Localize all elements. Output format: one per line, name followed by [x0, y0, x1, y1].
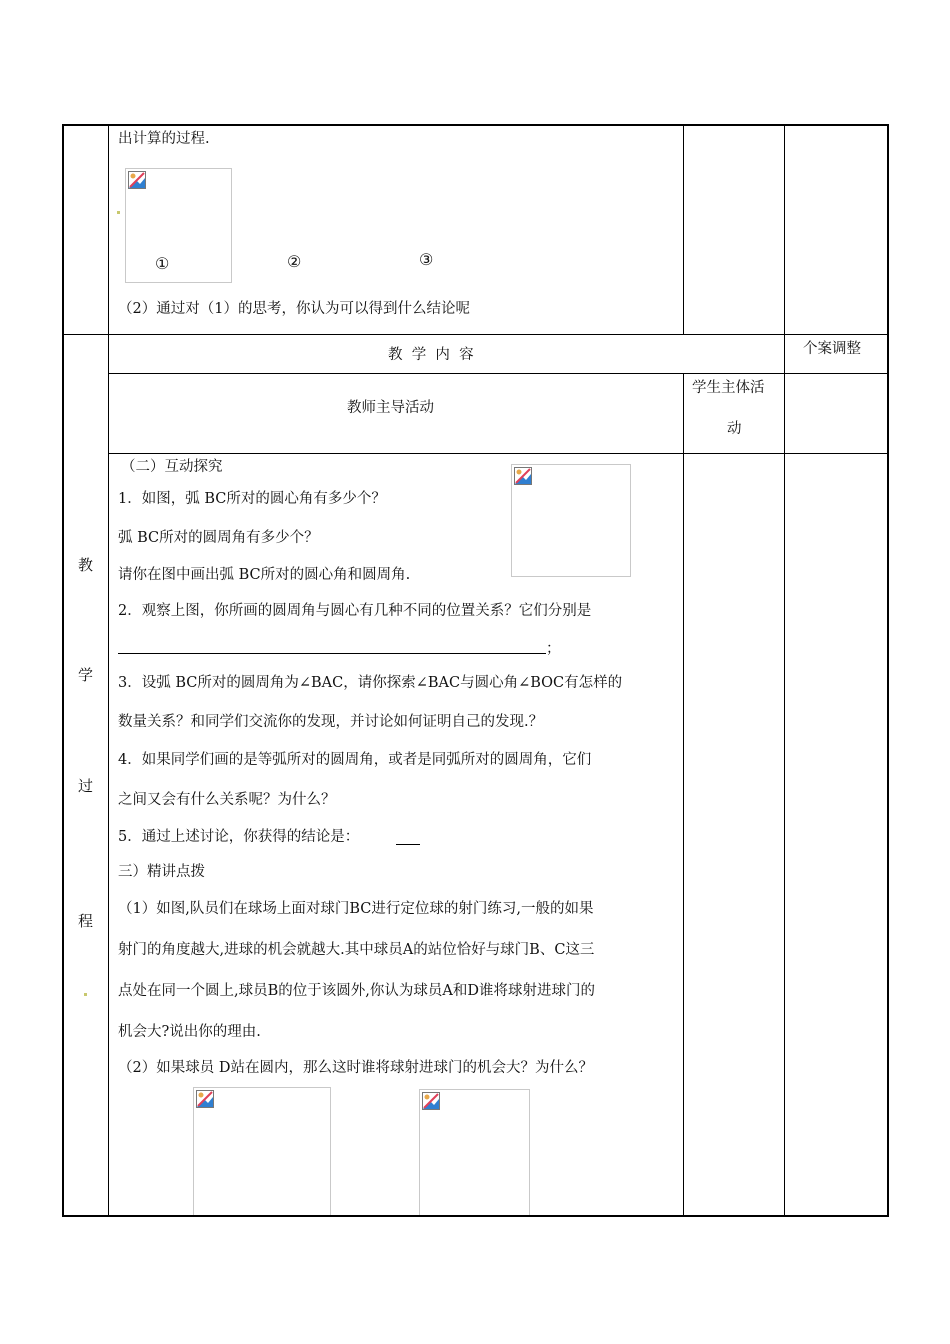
- side-label-char-2: 学: [78, 666, 94, 684]
- broken-image-icon: [422, 1092, 440, 1110]
- row-divider-subheader: [108, 373, 889, 374]
- top-text-line2: （2）通过对（1）的思考，你认为可以得到什么结论呢: [118, 301, 470, 317]
- student-header-line1: 学生主体活: [692, 380, 765, 396]
- column-divider-content: [108, 124, 109, 1217]
- question-4a: 4．如果同学们画的是等弧所对的圆周角，或者是同弧所对的圆周角，它们: [118, 752, 592, 768]
- paragraph-1-line1: （1）如图,队员们在球场上面对球门BC进行定位球的射门练习,一般的如果: [118, 901, 594, 917]
- paragraph-1-line2: 射门的角度越大,进球的机会就越大.其中球员A的站位恰好与球门B、C这三: [118, 942, 595, 958]
- question-3a: 3．设弧 BC所对的圆周角为∠BAC，请你探索∠BAC与圆心角∠BOC有怎样的: [118, 675, 623, 691]
- question-1b: 弧 BC所对的圆周角有多少个？: [118, 530, 319, 546]
- figure-placeholder-top: [125, 168, 232, 283]
- question-1a: 1．如图，弧 BC所对的圆心角有多少个？: [118, 491, 386, 507]
- row-divider-header: [62, 334, 889, 335]
- circled-number-3: ③: [419, 250, 434, 269]
- stray-mark: [117, 211, 120, 214]
- broken-image-icon: [128, 171, 146, 189]
- paragraph-1-line3: 点处在同一个圆上,球员B的位于该圆外,你认为球员A和D谁将球射进球门的: [118, 983, 595, 999]
- answer-blank-line: [118, 653, 546, 654]
- column-divider-adjust: [784, 124, 785, 1217]
- figure-placeholder-circle: [511, 464, 631, 577]
- table-border-top: [62, 124, 889, 126]
- stray-mark: [84, 993, 87, 996]
- table-border-right: [887, 124, 889, 1217]
- section-interactive-inquiry: （二）互动探究: [121, 459, 223, 475]
- section-key-explanation: 三）精讲点拨: [118, 864, 205, 880]
- side-label-char-4: 程: [78, 912, 94, 930]
- content-title: 教 学 内 容: [388, 347, 474, 363]
- paragraph-2: （2）如果球员 D站在圆内，那么这时谁将球射进球门的机会大？为什么？: [118, 1060, 593, 1076]
- question-3b: 数量关系？和同学们交流你的发现，并讨论如何证明自己的发现.？: [118, 714, 544, 730]
- broken-image-icon: [196, 1090, 214, 1108]
- top-text-line1: 出计算的过程.: [118, 131, 210, 147]
- table-border-left: [62, 124, 64, 1217]
- student-header-line2: 动: [727, 421, 742, 437]
- figure-placeholder-field-b: [419, 1089, 530, 1215]
- broken-image-icon: [514, 467, 532, 485]
- figure-placeholder-field-a: [193, 1087, 331, 1215]
- conclusion-blank-line: [396, 844, 420, 845]
- circled-number-2: ②: [287, 252, 302, 271]
- side-label-char-1: 教: [78, 556, 94, 574]
- table-border-bottom: [62, 1215, 889, 1217]
- question-2: 2．观察上图，你所画的圆周角与圆心有几种不同的位置关系？它们分别是: [118, 603, 592, 619]
- question-5: 5．通过上述讨论，你获得的结论是：: [118, 829, 360, 845]
- adjust-header: 个案调整: [803, 341, 861, 357]
- question-4b: 之间又会有什么关系呢？为什么？: [118, 792, 336, 808]
- column-divider-student: [683, 373, 684, 1217]
- row-divider-body: [108, 453, 889, 454]
- question-2-end: ；: [546, 641, 561, 657]
- column-divider-student-top: [683, 124, 684, 335]
- side-label-char-3: 过: [78, 777, 94, 795]
- circled-number-1: ①: [155, 254, 170, 273]
- paragraph-1-line4: 机会大?说出你的理由.: [118, 1024, 261, 1040]
- teacher-header: 教师主导活动: [347, 400, 434, 416]
- question-1c: 请你在图中画出弧 BC所对的圆心角和圆周角.: [118, 567, 411, 583]
